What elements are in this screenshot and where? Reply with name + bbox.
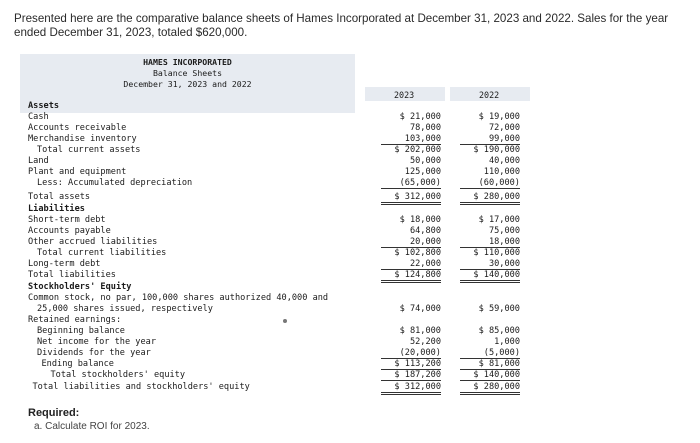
cursor-dot [283, 319, 287, 323]
value-2023: $ 18,000 [399, 215, 441, 225]
row-label: Total assets [28, 192, 91, 202]
row-label: 25,000 shares issued, respectively [37, 304, 213, 314]
value-2023: $ 312,000 [381, 192, 441, 205]
value-2022: $ 81,000 [460, 359, 520, 370]
value-2023: 52,200 [409, 337, 441, 347]
row-label: Beginning balance [37, 326, 125, 336]
row-label: Land [28, 156, 49, 166]
row-label: Other accrued liabilities [28, 237, 158, 247]
row-label: Accounts payable [28, 226, 111, 236]
value-2022: $ 280,000 [460, 192, 520, 205]
statement-date: December 31, 2023 and 2022 [123, 79, 252, 89]
row-label: Merchandise inventory [28, 134, 137, 144]
row-label: Cash [28, 112, 49, 122]
value-2023: (20,000) [381, 348, 441, 359]
row-label: Total liabilities and stockholders' equity [32, 382, 250, 392]
value-2022: 40,000 [488, 156, 520, 166]
row-label: Total stockholders' equity [50, 370, 186, 380]
row-label: Net income for the year [37, 337, 156, 347]
value-2023: $ 312,000 [381, 382, 441, 395]
row-label: Less: Accumulated depreciation [37, 178, 193, 188]
row-label: Accounts receivable [28, 123, 127, 133]
row-label: Total current liabilities [37, 248, 167, 258]
value-2023: $ 202,000 [394, 145, 441, 155]
value-2022: $ 19,000 [478, 112, 520, 122]
required-item: a. Calculate ROI for 2023. [34, 421, 150, 432]
value-2023: $ 81,000 [399, 326, 441, 336]
value-2023: 103,000 [381, 134, 441, 145]
value-2023: $ 21,000 [399, 112, 441, 122]
value-2022: $ 17,000 [478, 215, 520, 225]
value-2022: $ 190,000 [473, 145, 520, 155]
value-2022: $ 59,000 [478, 304, 520, 314]
value-2022: $ 140,000 [460, 270, 520, 283]
required-heading: Required: [28, 407, 80, 419]
value-2022: (60,000) [460, 178, 520, 189]
row-label: Liabilities [28, 204, 85, 214]
row-label: Total liabilities [28, 270, 116, 280]
row-label: Retained earnings: [28, 315, 122, 325]
value-2022: $ 140,000 [460, 370, 520, 381]
row-label: Common stock, no par, 100,000 shares authorized 40,000 and [28, 293, 329, 303]
statement-title: Balance Sheets [152, 68, 222, 78]
value-2023: 64,800 [409, 226, 441, 236]
value-2023: 20,000 [381, 237, 441, 248]
assets-header-shading [20, 101, 355, 113]
value-2023: $ 124,800 [381, 270, 441, 283]
row-label: Short-term debt [28, 215, 106, 225]
value-2022: $ 85,000 [478, 326, 520, 336]
value-2023: $ 74,000 [399, 304, 441, 314]
value-2022: 18,000 [460, 237, 520, 248]
value-2023: $ 102,800 [394, 248, 441, 258]
value-2022: 75,000 [488, 226, 520, 236]
row-label: Stockholders' Equity [28, 282, 132, 292]
value-2022: $ 280,000 [460, 382, 520, 395]
company-name: HAMES INCORPORATED [143, 57, 232, 67]
value-2023: $ 113,200 [381, 359, 441, 370]
value-2022: (5,000) [460, 348, 520, 359]
problem-statement: Presented here are the comparative balance sheets of Hames Incorporated at December 31, 2023 and 2022. Sales for the year ended December 31, 2023, totaled $620,000. [14, 12, 669, 39]
value-2023: 50,000 [409, 156, 441, 166]
year-2023-header: 2023 [394, 90, 415, 100]
year-2022-header: 2022 [479, 90, 500, 100]
value-2022: $ 110,000 [473, 248, 520, 258]
value-2022: 30,000 [460, 259, 520, 270]
value-2022: 1,000 [494, 337, 520, 347]
value-2023: 125,000 [404, 167, 441, 177]
row-label: Assets [28, 101, 60, 111]
row-label: Dividends for the year [37, 348, 151, 358]
value-2023: 22,000 [381, 259, 441, 270]
row-label: Long-term debt [28, 259, 101, 269]
value-2023: $ 187,200 [381, 370, 441, 381]
value-2023: (65,000) [381, 178, 441, 189]
value-2022: 110,000 [483, 167, 520, 177]
row-label: Total current assets [37, 145, 141, 155]
row-label: Plant and equipment [28, 167, 127, 177]
value-2023: 78,000 [409, 123, 441, 133]
value-2022: 72,000 [488, 123, 520, 133]
row-label: Ending balance [41, 359, 114, 369]
balance-sheet [20, 54, 540, 402]
value-2022: 99,000 [460, 134, 520, 145]
